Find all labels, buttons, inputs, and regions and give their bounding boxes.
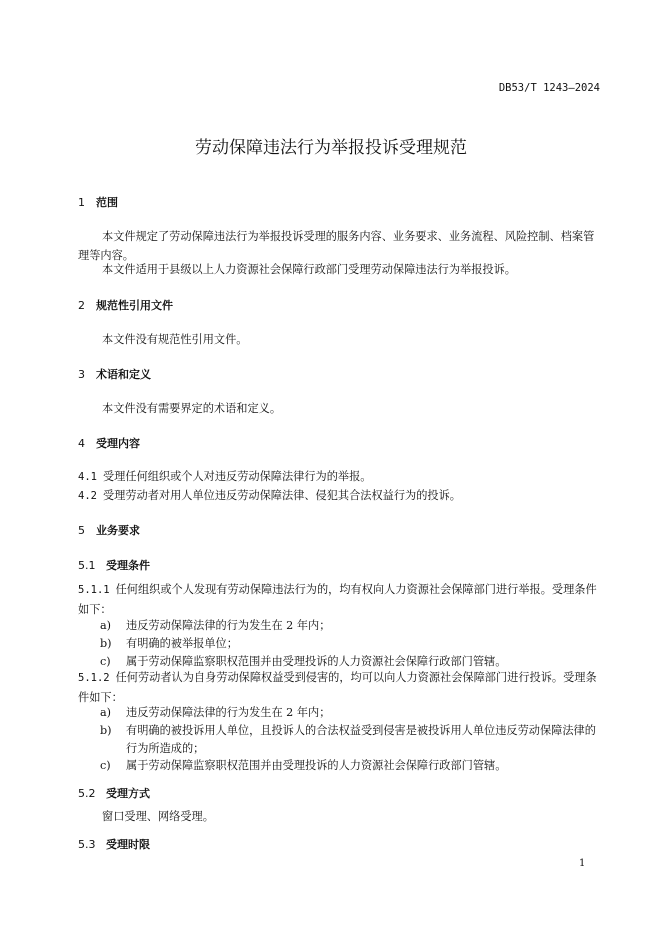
clause-text: 任何组织或个人发现有劳动保障违法行为的，均有权向人力资源社会保障部门进行举报。受理条件如下： [78,583,597,616]
section-title: 受理方式 [106,787,150,800]
list-item [100,704,600,722]
section-2-heading [78,297,173,313]
clause-text: 受理任何组织或个人对违反劳动保障法律行为的举报。 [102,470,372,483]
page-number: 1 [579,858,586,869]
section-3-heading [78,366,151,382]
clause-5-1-2 [78,668,600,707]
clause-text: 受理劳动者对用人单位违反劳动保障法律、侵犯其合法权益行为的投诉。 [102,489,461,502]
section-number: 1 [78,196,85,209]
item-label: c) [100,759,111,772]
clause-number: 5.1.1 [78,584,110,596]
section-1-heading [78,194,118,210]
clause-4-1 [78,467,600,487]
section-5-1-heading [78,557,150,573]
section-1-paragraph-2: 本文件适用于县级以上人力资源社会保障行政部门受理劳动保障违法行为举报投诉。 [102,263,516,276]
item-label: c) [100,655,111,668]
document-title: 劳动保障违法行为举报投诉受理规范 [195,138,467,158]
list-item [100,617,600,635]
section-title: 受理时限 [106,838,150,851]
section-number: 5.3 [78,838,96,851]
item-text: 违反劳动保障法律的行为发生在 2 年内； [126,706,331,719]
section-1-paragraph-1: 本文件规定了劳动保障违法行为举报投诉受理的服务内容、业务要求、业务流程、风险控制、档案管理等内容。 [78,230,595,262]
clause-4-2 [78,486,600,506]
section-5-2-heading [78,785,150,801]
section-number: 5.2 [78,787,96,800]
section-title: 术语和定义 [96,368,151,381]
section-number: 3 [78,368,85,381]
standard-code: DB53/T 1243—2024 [498,82,600,94]
section-5-heading [78,522,140,538]
clause-number: 5.1.2 [78,672,110,684]
item-label: b) [100,724,112,737]
section-title: 受理条件 [106,559,150,572]
item-text: 违反劳动保障法律的行为发生在 2 年内； [126,619,331,632]
section-number: 4 [78,437,85,450]
clause-text: 任何劳动者认为自身劳动保障权益受到侵害的，均可以向人力资源社会保障部门进行投诉。受理条件如下： [78,671,597,704]
clause-number: 4.1 [78,471,97,483]
item-label: a) [100,706,112,719]
item-label: a) [100,619,112,632]
item-text: 属于劳动保障监察职权范围并由受理投诉的人力资源社会保障行政部门管辖。 [126,655,507,668]
list-item [100,757,600,775]
item-label: b) [100,637,112,650]
clause-5-1-1 [78,580,600,619]
section-title: 规范性引用文件 [96,299,173,312]
section-title: 受理内容 [96,437,140,450]
section-2-paragraph: 本文件没有规范性引用文件。 [102,333,248,346]
clause-number: 4.2 [78,490,97,502]
list-item [100,635,600,653]
section-title: 业务要求 [96,524,140,537]
section-number: 2 [78,299,85,312]
section-5-2-paragraph: 窗口受理、网络受理。 [102,810,214,823]
section-5-3-heading [78,836,150,852]
section-title: 范围 [96,196,118,209]
section-4-heading [78,435,140,451]
section-number: 5.1 [78,559,96,572]
item-text: 属于劳动保障监察职权范围并由受理投诉的人力资源社会保障行政部门管辖。 [126,759,507,772]
section-3-paragraph: 本文件没有需要界定的术语和定义。 [102,402,282,415]
list-item [100,722,600,758]
item-text: 有明确的被举报单位； [126,637,238,650]
section-number: 5 [78,524,85,537]
item-text: 有明确的被投诉用人单位，且投诉人的合法权益受到侵害是被投诉用人单位违反劳动保障法律的行为所造成的； [126,724,596,755]
